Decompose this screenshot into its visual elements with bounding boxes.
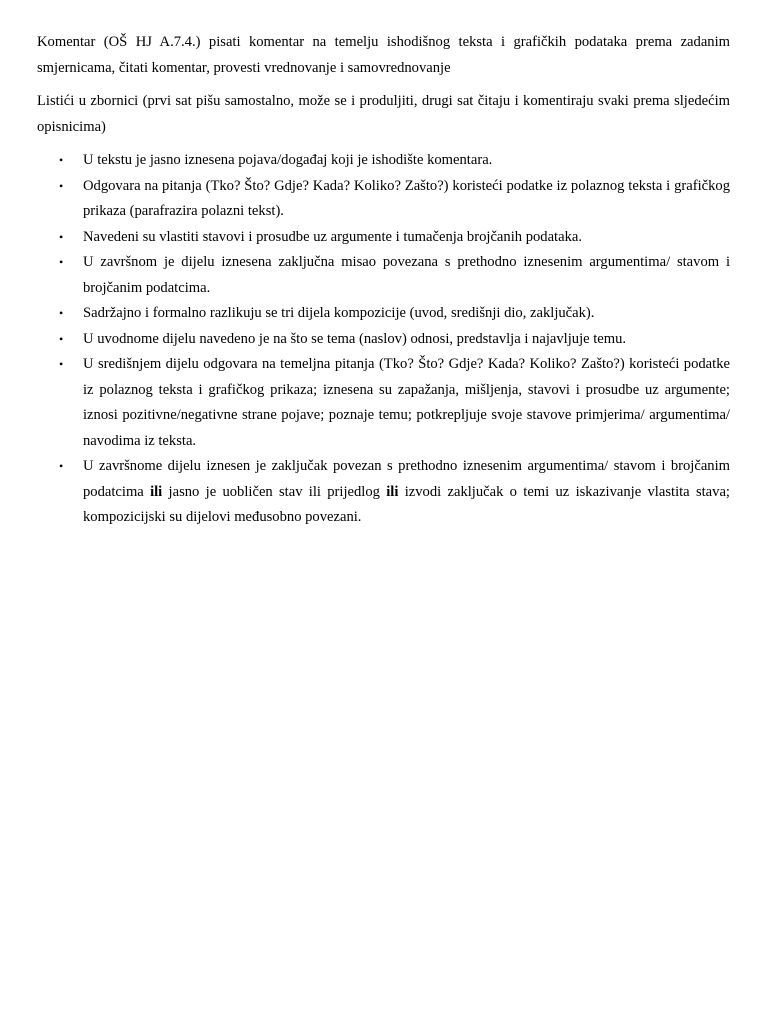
- list-item: [37, 352, 730, 454]
- list-item-text: U tekstu je jasno iznesena pojava/događaj koji je ishodište komentara.: [83, 152, 493, 168]
- instructions-paragraph: Listići u zbornici (prvi sat pišu samostalno, može se i produljiti, drugi sat čitaju i komentiraju svaki prema sljedećim opisnicima): [37, 93, 730, 135]
- bullet-icon: •: [59, 255, 64, 269]
- list-item: [37, 225, 730, 251]
- bullet-icon: •: [59, 331, 64, 346]
- bold-connector: ili: [150, 483, 163, 500]
- bullet-icon: •: [59, 357, 64, 371]
- list-item-text: U središnjem dijelu odgovara na temeljna pitanja (Tko? Što? Gdje? Kada? Koliko? Zašto?) koristeći podatke iz polaznog teksta i grafičkog prikaza; iznesena su zapažanja, mišljenja, stavovi i prosudbe uz argumente; iznosi pozitivne/negativne strane pojave; poznaje temu; potkrepljuje svoje stavove primjerima/ argumentima/ navodima iz teksta.: [83, 356, 730, 449]
- bullet-icon: •: [59, 178, 64, 193]
- list-item: [37, 174, 730, 225]
- text-segment: izvodi zaključak o temi uz iskazivanje vlastita stava; kompozicijski su dijelovi međusobno povezani.: [83, 483, 730, 525]
- document-page: [37, 30, 730, 531]
- bullet-icon: •: [59, 459, 64, 473]
- list-item-text: Odgovara na pitanja (Tko? Što? Gdje? Kada? Koliko? Zašto?) koristeći podatke iz polaznog teksta i grafičkog prikaza (parafrazira polazni tekst).: [83, 177, 730, 219]
- list-item: [37, 250, 730, 301]
- bullet-icon: •: [59, 306, 64, 320]
- list-item: [37, 148, 730, 174]
- bold-connector: ili: [386, 483, 399, 500]
- list-item: [37, 301, 730, 327]
- bullet-icon: •: [59, 153, 64, 167]
- list-item-text: [83, 458, 730, 525]
- text-segment: U završnome dijelu iznesen je zaključak povezan s prethodno iznesenim argumentima/ stavom i brojčanim podatcima: [83, 458, 730, 500]
- list-item-text: Sadržajno i formalno razlikuju se tri dijela kompozicije (uvod, središnji dio, zaključak).: [83, 305, 595, 321]
- text-segment: jasno je uobličen stav ili prijedlog: [162, 483, 387, 500]
- list-item: [37, 327, 730, 353]
- list-item-text: Navedeni su vlastiti stavovi i prosudbe uz argumente i tumačenja brojčanih podataka.: [83, 228, 583, 245]
- list-item: [37, 454, 730, 531]
- intro-paragraph: Komentar (OŠ HJ A.7.4.) pisati komentar na temelju ishodišnog teksta i grafičkih podataka prema zadanim smjernicama, čitati komentar, provesti vrednovanje i samovrednovanje: [37, 34, 730, 76]
- list-item-text: U završnom je dijelu iznesena zaključna misao povezana s prethodno iznesenim argumentima/ stavom i brojčanim podatcima.: [83, 254, 730, 296]
- criteria-list: [37, 148, 730, 531]
- list-item-text: U uvodnome dijelu navedeno je na što se tema (naslov) odnosi, predstavlja i najavljuje temu.: [83, 330, 627, 347]
- bullet-icon: •: [59, 229, 64, 244]
